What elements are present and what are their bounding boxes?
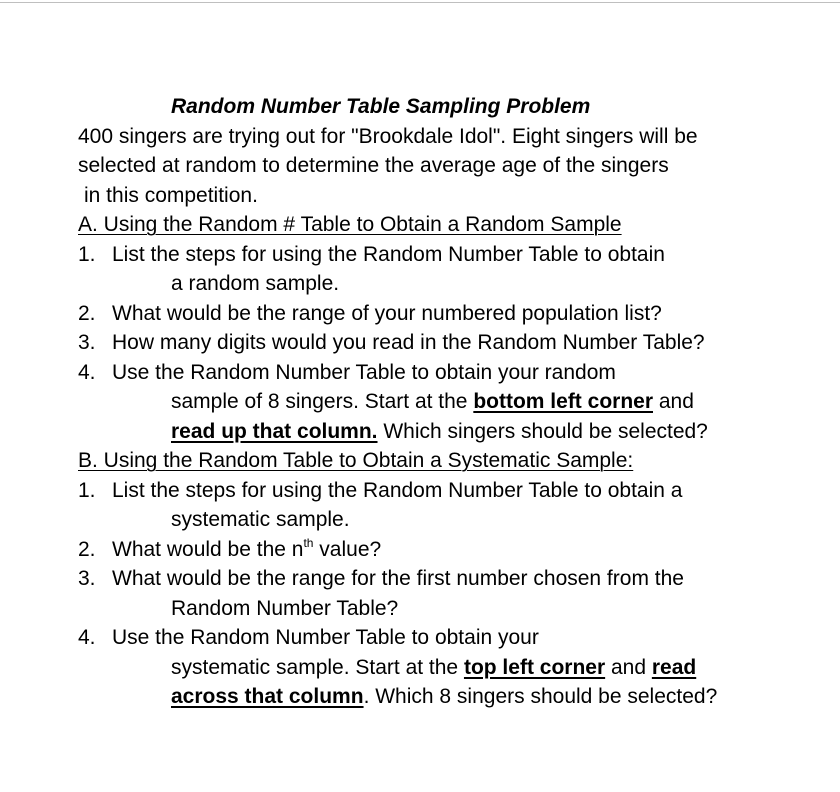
section-a-heading-text: A. Using the Random # Table to Obtain a Random Sample — [78, 213, 622, 236]
top-border — [0, 2, 840, 3]
question-number: 3. — [78, 567, 96, 590]
question-number: 4. — [78, 360, 96, 384]
question-text: How many digits would you read in the Random Number Table? — [112, 331, 705, 354]
section-a-question-2 — [78, 299, 818, 329]
section-b-question-4 — [78, 623, 818, 653]
question-text: List the steps for using the Random Number Table to obtain a — [112, 478, 683, 502]
emphasis-read: read — [651, 655, 697, 679]
emphasis-across-that-column: across that column — [171, 685, 364, 708]
question-number: 2. — [78, 301, 96, 325]
emphasis-read-up-column: read up that column. — [171, 419, 378, 443]
section-a-question-4 — [78, 358, 818, 388]
cont-text: and — [653, 390, 694, 413]
section-b-question-3-cont: Random Number Table? — [171, 596, 399, 620]
question-text: What would be the range of your numbered population list? — [112, 301, 662, 325]
question-number: 2. — [78, 537, 96, 561]
section-b-question-3 — [78, 564, 818, 594]
question-text: value? — [313, 537, 382, 561]
cont-text: systematic sample. Start at the — [171, 655, 464, 679]
emphasis-bottom-left-corner: bottom left corner — [473, 390, 653, 413]
question-text: What would be the n — [112, 537, 304, 561]
cont-text: and — [605, 655, 652, 679]
section-b-question-2 — [78, 535, 818, 565]
section-a-question-3 — [78, 328, 818, 358]
page-title: Random Number Table Sampling Problem — [171, 95, 591, 118]
section-a-question-1-cont: a random sample. — [171, 272, 340, 295]
section-b-question-1-cont: systematic sample. — [171, 508, 350, 531]
intro-line-1: 400 singers are trying out for "Brookdale Idol". Eight singers will be — [78, 124, 698, 148]
question-number: 3. — [78, 331, 96, 354]
cont-text: . Which 8 singers should be selected? — [363, 685, 718, 708]
section-a-question-1 — [78, 240, 818, 270]
emphasis-top-left-corner: top left corner — [463, 655, 606, 679]
intro-line-3: in this competition. — [84, 183, 258, 207]
section-b-question-4-cont-1 — [78, 653, 818, 683]
document-body — [78, 92, 818, 712]
question-text: Use the Random Number Table to obtain your random — [112, 360, 616, 384]
section-a-question-4-cont-1 — [78, 387, 818, 417]
question-number: 1. — [78, 478, 96, 502]
question-number: 1. — [78, 242, 96, 266]
question-number: 4. — [78, 626, 96, 649]
cont-text: Which singers should be selected? — [377, 419, 708, 443]
question-text: List the steps for using the Random Number Table to obtain — [112, 242, 665, 266]
section-a-question-4-cont-2 — [78, 417, 818, 447]
superscript-th: th — [303, 535, 314, 550]
section-b-heading-text: B. Using the Random Table to Obtain a Systematic Sample: — [78, 449, 634, 472]
intro-line-2: selected at random to determine the average age of the singers — [78, 154, 669, 177]
section-b-question-1 — [78, 476, 818, 506]
section-b-question-4-cont-2 — [78, 682, 818, 712]
cont-text: sample of 8 singers. Start at the — [171, 390, 474, 413]
question-text: What would be the range for the first number chosen from the — [112, 567, 684, 590]
question-text: Use the Random Number Table to obtain your — [112, 626, 539, 649]
section-b-heading — [78, 446, 818, 476]
section-a-heading — [78, 210, 818, 240]
